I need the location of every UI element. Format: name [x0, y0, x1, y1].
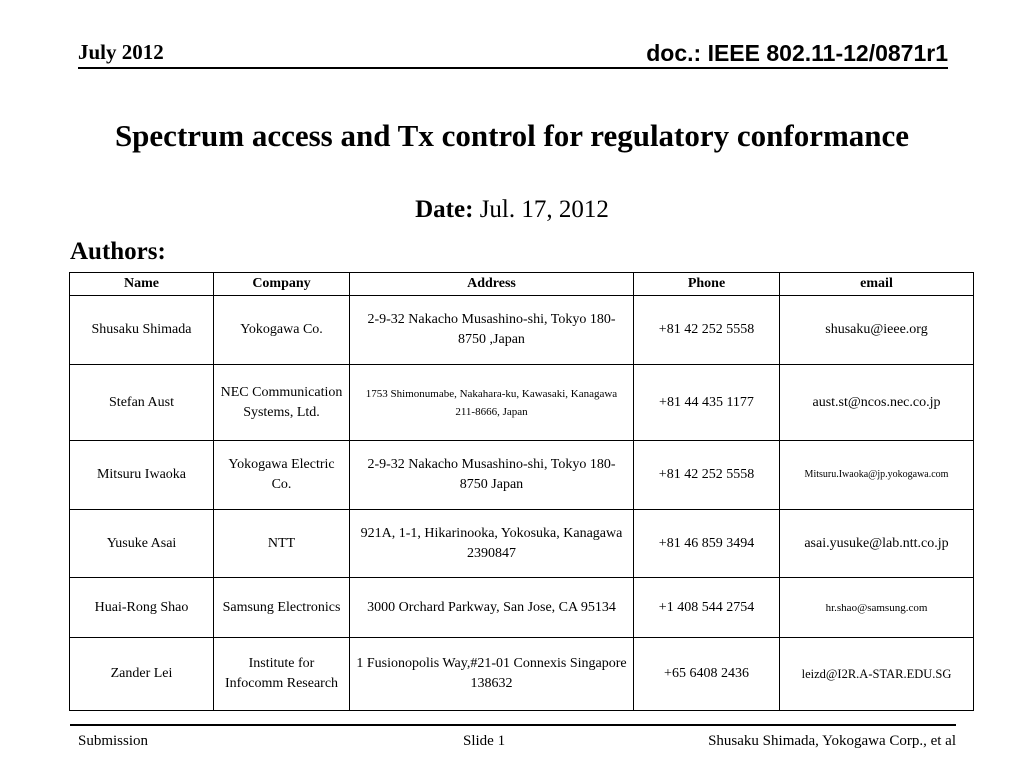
author-name: Zander Lei — [70, 638, 214, 711]
header-doc-id: doc.: IEEE 802.11-12/0871r1 — [646, 40, 948, 66]
header-divider — [78, 67, 948, 69]
table-row — [70, 296, 974, 365]
author-company: Yokogawa Electric Co. — [214, 441, 350, 510]
author-company: Samsung Electronics — [214, 578, 350, 638]
table-row — [70, 510, 974, 578]
author-name: Shusaku Shimada — [70, 296, 214, 365]
date-line — [0, 196, 1024, 224]
column-header-company: Company — [214, 273, 350, 296]
slide-title: Spectrum access and Tx control for regulatory conformance — [114, 118, 910, 153]
table-row — [70, 638, 974, 711]
author-address: 3000 Orchard Parkway, San Jose, CA 95134 — [350, 578, 634, 638]
footer-slide-number: Slide 1 — [463, 733, 506, 749]
footer-author-credit: Shusaku Shimada, Yokogawa Corp., et al — [708, 733, 956, 749]
date-value: Jul. 17, 2012 — [479, 196, 609, 223]
column-header-address: Address — [350, 273, 634, 296]
author-phone: +81 42 252 5558 — [634, 296, 780, 365]
author-phone: +65 6408 2436 — [634, 638, 780, 711]
table-row — [70, 441, 974, 510]
author-company: NEC Communication Systems, Ltd. — [214, 365, 350, 441]
date-label: Date: — [415, 196, 474, 223]
author-address: 2-9-32 Nakacho Musashino-shi, Tokyo 180-8750 Japan — [350, 441, 634, 510]
author-name: Mitsuru Iwaoka — [70, 441, 214, 510]
author-email: Mitsuru.Iwaoka@jp.yokogawa.com — [780, 441, 974, 510]
author-email: leizd@I2R.A-STAR.EDU.SG — [780, 638, 974, 711]
author-company: Yokogawa Co. — [214, 296, 350, 365]
author-company: NTT — [214, 510, 350, 578]
table-row — [70, 578, 974, 638]
column-header-email: email — [780, 273, 974, 296]
author-name: Huai-Rong Shao — [70, 578, 214, 638]
footer-divider — [70, 724, 956, 726]
author-email: aust.st@ncos.nec.co.jp — [780, 365, 974, 441]
authors-table — [69, 272, 974, 711]
author-address: 921A, 1-1, Hikarinooka, Yokosuka, Kanagawa 2390847 — [350, 510, 634, 578]
author-phone: +81 46 859 3494 — [634, 510, 780, 578]
author-phone: +1 408 544 2754 — [634, 578, 780, 638]
table-header-row — [70, 273, 974, 296]
author-address: 1 Fusionopolis Way,#21-01 Connexis Singapore 138632 — [350, 638, 634, 711]
author-address: 2-9-32 Nakacho Musashino-shi, Tokyo 180-8750 ,Japan — [350, 296, 634, 365]
author-phone: +81 44 435 1177 — [634, 365, 780, 441]
column-header-phone: Phone — [634, 273, 780, 296]
authors-heading: Authors: — [70, 238, 166, 265]
author-address: 1753 Shimonumabe, Nakahara-ku, Kawasaki, Kanagawa 211-8666, Japan — [350, 365, 634, 441]
author-email: asai.yusuke@lab.ntt.co.jp — [780, 510, 974, 578]
header-date: July 2012 — [78, 40, 164, 64]
author-name: Yusuke Asai — [70, 510, 214, 578]
column-header-name: Name — [70, 273, 214, 296]
table-row — [70, 365, 974, 441]
author-company: Institute for Infocomm Research — [214, 638, 350, 711]
author-email: hr.shao@samsung.com — [780, 578, 974, 638]
author-name: Stefan Aust — [70, 365, 214, 441]
footer-submission: Submission — [78, 733, 149, 749]
author-phone: +81 42 252 5558 — [634, 441, 780, 510]
author-email: shusaku@ieee.org — [780, 296, 974, 365]
